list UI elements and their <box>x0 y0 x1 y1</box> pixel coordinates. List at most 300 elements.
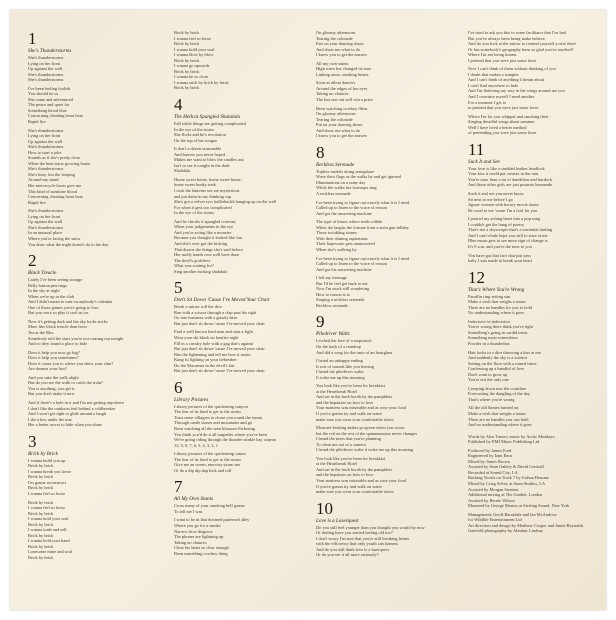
lyric-line: And got the answering machine <box>316 210 372 216</box>
lyric-line: Brick by brick <box>174 57 200 63</box>
lyric-line: I wanna feel so loose <box>174 35 212 41</box>
song-lyrics <box>28 55 156 247</box>
lyric-line: More like black treacle than brew <box>28 324 88 330</box>
lyric-line: The last one out will win a prize <box>316 97 373 103</box>
lyric-line: I wanna build you up <box>28 457 66 463</box>
lyric-line: Brick by brick <box>28 543 54 549</box>
lyric-line: I wanna hold your soul <box>174 46 215 52</box>
track-number: 6 <box>174 377 183 397</box>
lyric-line: Or do you see it all more seriously? <box>316 552 379 558</box>
lyric-line: There are no handles for you to hold <box>468 304 533 310</box>
song-title: Black Treacle <box>28 270 57 277</box>
lyric-line: Been watching all the seen blossom flickering <box>174 425 255 431</box>
lyric-line: Concerning cheating heart beat <box>28 113 83 119</box>
lyric-line: Isn't to see it tonight in the dark <box>174 162 230 168</box>
lyric-line: Lying on her front <box>28 60 61 66</box>
lyric-line: baby I was made to break your heart <box>468 258 533 264</box>
lyric-line: When she's walking by <box>316 246 357 252</box>
lyric-line: And she's ever got the kicking <box>174 240 228 246</box>
lyric-line: Run with a scissor through a clap past his right <box>174 309 257 315</box>
lyric-line: If you're gonna try and walk on water <box>316 483 383 489</box>
lyric-line: When the heat starts growing home <box>28 160 91 166</box>
lyric-line: And show me what to do <box>316 46 361 52</box>
lyric-line: Fair on your dancing shoes <box>316 41 364 47</box>
lyric-line: Where I'm for you whippet and smoking their <box>468 113 549 119</box>
lyric-line: Blue moon gets to see more sign of change is <box>468 238 548 244</box>
lyric-line: Does it help you now go big? <box>28 349 80 355</box>
credit-line: Assisted by Morgan Stratton <box>468 486 519 492</box>
lyric-line: The type of kisses where teeth collide <box>316 219 383 225</box>
lyric-line: Make a wish that weighs a tonne <box>468 410 526 416</box>
lyric-line: But just don't sit down 'cause I've moved your chair <box>174 320 265 326</box>
lyric-line: You're wrong there think you're right <box>468 324 533 330</box>
credit-line: Art direction and design by Matthew Cooper and Jamie Reynolds <box>468 522 584 528</box>
song-title: Reckless Serenade <box>316 161 355 168</box>
lyric-line: And I didn't mean to turn on anybody's calendar <box>28 299 113 305</box>
lyric-line: And do you still think love is a laserquest <box>316 546 389 552</box>
lyric-line: All my own stunts <box>316 60 349 66</box>
lyric-line: She's thunderstorms <box>28 55 64 60</box>
song-lyrics <box>468 166 596 264</box>
lyric-line: 12, 9, 8, 7, 6, 5, 4, 3, 2, 1 <box>174 442 218 448</box>
track-number: 3 <box>28 431 37 451</box>
song-lyrics <box>174 121 302 274</box>
lyric-line: I heard an unhappy ending <box>316 358 363 364</box>
lyric-line: And you're acting like a monster <box>174 229 232 235</box>
lyric-line: And he chrofts it spangled convent, <box>174 218 237 224</box>
lyric-line: Been watching cowboy films <box>316 105 368 111</box>
lyric-line: Illuminations on a rainy day <box>316 179 366 185</box>
lyric-line: She's thunderstorms <box>28 208 64 214</box>
lyric-line: Kung fu fighting on your tiebreaker <box>174 357 237 363</box>
lyric-line: Narrow slow disgrace <box>174 528 213 534</box>
lyric-line: She's got a velvet eye; ballerbackk hanging up on the wall <box>174 199 276 205</box>
lyric-line: And do you look at the mirror to remind yourself you're there <box>468 41 576 47</box>
lyric-line: at the Heartbreak Hotel <box>316 388 358 394</box>
lyric-line: I couldn't get the hang of poetry <box>468 221 525 227</box>
lyric-line: Lately I've been seeing strange <box>28 277 83 283</box>
lyric-line: Your kiss it could put creases in the rain <box>468 171 539 177</box>
lyric-line: I wanna break you loose <box>28 468 71 474</box>
lyric-line: Brick by brick <box>28 485 54 491</box>
lyric-line: Been something cowboy thing <box>174 550 228 556</box>
lyric-line: One of those games you're going to lose <box>28 304 99 310</box>
lyric-line: I left my message <box>316 275 348 281</box>
credit-line: Backing Vocals on Track 7 by Joshua Homme <box>468 475 549 481</box>
lyric-line: The peace and quiet for <box>28 102 70 108</box>
lyric-line: Taking no chances <box>316 91 349 97</box>
lyric-line: Put on your dancing shoes <box>316 122 363 128</box>
song-title: All My Own Stunts <box>174 496 214 503</box>
lyric-line: And no understanding where it goes <box>468 422 532 428</box>
lyric-line: I've been feeling foolish <box>28 85 71 91</box>
lyric-line: Around the edges of her eyes <box>316 85 368 91</box>
lyric-line: I know you to get the answer <box>316 52 367 58</box>
lyric-line: In an unusual place <box>28 230 63 236</box>
lyric-line: And those other girls are just postmix lemonade <box>468 182 553 188</box>
lyric-line: That's not a skyscraper that's a torrential darling <box>468 227 553 233</box>
lyric-line: In the eye of the storm <box>174 126 214 132</box>
lyric-line: You look like you've been for breakfast <box>316 455 386 461</box>
lyric-line: She's thunderstorms <box>28 127 64 133</box>
lyric-line: This kind of sunshine blood <box>28 188 78 194</box>
lyric-line: Make a wish that weighs a tonne <box>468 299 526 305</box>
lyric-line: She's thunderstorms <box>28 77 64 83</box>
credit-line: Assisted by Sean Oakley & David Cerritall <box>468 464 544 470</box>
song-title: Piledriver Waltz <box>316 331 350 338</box>
lyric-line: Are dreams your box? <box>28 366 68 372</box>
lyric-line: You draw what the night doesn't do to the day <box>28 241 109 247</box>
lyric-line: I wanna be so close <box>174 74 209 80</box>
lyric-line: All the old flames burned on <box>468 405 519 411</box>
lyric-line: She's thunderstorms <box>28 144 64 150</box>
lyric-line: Belly button piercings <box>28 282 68 288</box>
lyric-line: Brick by brick <box>28 521 54 527</box>
lyric-line: There are no handles you can hold <box>468 416 529 422</box>
lyric-line: Indecisive in indecision <box>468 318 510 324</box>
song-title: Love is a Laserquest <box>316 517 359 524</box>
song-block <box>174 30 302 91</box>
lyric-line: Confessing up a handful of love <box>468 366 525 372</box>
song-block <box>174 478 302 556</box>
credit-line: Gatefold photography by Alasdair Lindsay <box>468 528 544 534</box>
lyric-line: Bite the lightening and tell me how it tastes <box>174 351 251 357</box>
lyric-line: For a moment I get to <box>468 99 507 105</box>
lyric-sheet <box>10 10 606 610</box>
lyric-line: but the red on the rest of the quinanamotor never changes <box>316 430 417 436</box>
lyric-line: Brick by brick <box>174 85 200 91</box>
lyric-line: Taking no chances <box>174 539 207 545</box>
lyric-line: and the hepatizer on how to love <box>316 472 374 478</box>
song-lyrics <box>174 30 302 91</box>
lyric-line: How to start a joke <box>28 149 62 155</box>
column-2 <box>174 30 302 561</box>
track-number: 5 <box>174 278 183 298</box>
credit-line: Additional mixing at The Garden, London <box>468 492 543 498</box>
lyric-line: Or do a dip dip dap kick and roll <box>174 467 232 473</box>
lyric-line: You have got that face that just says <box>468 252 532 258</box>
lyric-line: of pretending you were just some lover <box>468 130 537 136</box>
credit-line: Published by EMI Music Publishing Ltd. <box>468 439 541 445</box>
lyric-line: I've been trying to figure out exactly what it is I need <box>316 199 410 205</box>
lyric-line: Lying on her front <box>28 133 61 139</box>
lyric-line: Brick by brick <box>28 555 54 561</box>
credit-line: Mixed by Craig Silvey at Sarm Studios, LA <box>468 481 546 486</box>
lyric-line: Jigsaw women with horsey movie shoes <box>468 202 539 208</box>
lyric-line: And show me what to do <box>316 127 361 133</box>
lyric-line: Lying on her front <box>28 213 61 219</box>
song-block <box>174 379 302 474</box>
track-number: 9 <box>316 312 325 332</box>
song-lyrics <box>316 169 444 309</box>
lyric-line: But you don't make it now <box>28 391 75 397</box>
lyric-line: Singing a reckless serenade <box>316 297 365 303</box>
lyric-line: Through castle stones and mountains and go <box>174 420 253 426</box>
lyric-line: Where you're facing the snow <box>28 235 81 241</box>
lyric-line: Now I can't think of them without thinking of you <box>468 66 556 72</box>
lyric-line: And got his answering machine <box>316 266 372 272</box>
lyric-line: Trust some villagers to chose you round the tomm <box>174 414 263 420</box>
lyric-line: That's where you're wrong <box>468 396 515 402</box>
lyric-line: to pretend that you were just some lover <box>468 105 539 111</box>
lyric-line: Rapid fire <box>28 199 46 205</box>
lyric-line: She flicks and he's revolution <box>174 132 226 138</box>
lyric-line: I can't find anywhere to hide <box>468 82 519 88</box>
lyric-line: I want to be in that doomed patterned alley <box>174 517 250 523</box>
lyric-line: Somebody told the stars you're not coming out tonight <box>28 335 124 341</box>
lyric-line: Brick by brick <box>28 510 54 516</box>
lyric-line: Tearing the colonade <box>316 35 353 41</box>
lyric-line: Sing another fucking shalalala <box>174 268 228 274</box>
lyric-line: And barrers you never hoped <box>174 151 226 157</box>
song-title: Don't Sit Down 'Cause I've Moved Your Chair <box>174 297 270 304</box>
song-lyrics <box>316 338 444 494</box>
lyric-line: Because you thought it looked like fun <box>174 235 243 241</box>
lyric-line: Her motorcycle boots give me <box>28 183 82 189</box>
lyric-line: Their hopescure gets unanswered <box>316 241 375 247</box>
lyric-line: I wanna blow by blow <box>174 52 214 58</box>
lyric-line: And I convince myself I need another <box>468 94 535 100</box>
lyric-line: I've been trying to figure out exactly what it is I need <box>316 255 410 261</box>
lyric-line: Sit next to me before I go <box>468 196 513 202</box>
lyric-line: at the Heartbreak Hotel <box>316 461 358 467</box>
track-number: 2 <box>28 251 37 271</box>
credit-line: for Wildlife Entertainment Ltd <box>468 517 522 523</box>
lyric-line: I know you to get the answer <box>316 133 367 139</box>
song-block <box>468 30 596 136</box>
song-block <box>316 313 444 494</box>
track-number: 4 <box>174 95 183 115</box>
lyric-line: On gloomy afternoons <box>316 111 356 117</box>
song-title: That's Where You're Wrong <box>468 286 525 293</box>
lyric-line: Powder in a thunderbus <box>468 340 510 346</box>
lyric-line: I pretend that you were just some lover <box>468 57 537 63</box>
lyric-line: Or has somebody's geography been so glad you've touched? <box>468 46 574 52</box>
lyric-line: For when it gets too complicated <box>174 204 232 210</box>
lyric-line: Up against the wall <box>28 66 63 72</box>
lyric-line: I wanna feel so loose <box>28 505 66 511</box>
lyric-line: You should be so <box>28 91 59 97</box>
lyric-line: And did a song for the taste of an hourglass <box>316 349 393 355</box>
track-number: 12 <box>468 267 485 287</box>
lyric-line: Up against the wall <box>28 138 63 144</box>
credit-line: Management: Geoff Barradale and Ian McAndrew <box>468 511 557 517</box>
lyric-line: I heard the piledriver waltz <box>316 369 364 375</box>
lyric-line: Called up to listen to the voice of reason <box>316 205 387 211</box>
song-lyrics <box>316 30 444 139</box>
lyric-line: Give me an ocean, mercury strum me <box>174 462 240 468</box>
lyric-line: She's thunderstorms <box>28 224 64 230</box>
lyric-line: I doubt that makes a sumpter <box>468 71 519 77</box>
lyric-line: Her molly hands rose well have done <box>174 252 240 258</box>
song-block <box>316 500 444 558</box>
lyric-line: Library pictures of the quickening canon <box>174 451 246 457</box>
lyric-line: I took the lanterns see are mysterious <box>174 188 240 194</box>
lyric-line: To clean me out of a camera <box>316 441 366 447</box>
lyric-line: Topless models doing semaphore <box>316 168 375 174</box>
credit-line: Recorded at Sound City, LA <box>468 469 518 475</box>
lyric-line: It's 9 a.m. and you're the next to you <box>468 243 532 249</box>
lyric-line: Home sweet home, home sweet home, <box>174 176 242 182</box>
lyric-line: Library pictures of the quickening canyon <box>174 403 248 409</box>
lyric-line: Like a key under the mat <box>28 416 72 422</box>
lyric-line: and the hepatizer on how to love <box>316 399 374 405</box>
lyric-line: And so they found a place to hide <box>28 341 88 347</box>
credit-line: Mastered by George Marino at Sterling Sound, New York <box>468 503 570 509</box>
lyric-line: I'm gonna reconstruct <box>28 479 67 485</box>
lyric-line: Your mattress was miserable and as wise your food <box>316 478 407 483</box>
lyric-line: On the back of a raindrop <box>316 343 361 349</box>
lyric-line: Fall while things are getting complicated <box>174 121 246 127</box>
lyric-line: Your mattress was miserable and as wise your food <box>316 405 407 411</box>
lyric-line: Now it's getting dark and the sky looks sticks <box>28 318 108 324</box>
song-lyrics <box>28 458 156 561</box>
track-number: 8 <box>316 142 325 162</box>
credit-line: Words by Alex Turner; music by Arctic Monkeys <box>468 433 555 439</box>
lyric-line: Go into business with a grizzly bear <box>174 315 238 321</box>
song-block <box>316 144 444 309</box>
lyric-line: Brick by brick <box>28 532 54 538</box>
lyric-line: I don't worry I'm sure that you're still breaking hearts <box>316 535 410 541</box>
column-3 <box>316 30 444 563</box>
song-lyrics <box>174 304 302 374</box>
lyric-line: Where I'm not being honest <box>468 52 517 58</box>
lyric-line: I wanna go upwards <box>174 63 210 69</box>
lyric-line: Brick by brick <box>28 474 54 480</box>
song-block <box>174 279 302 374</box>
lyric-line: Wear your ski black on bonfire night <box>174 334 239 340</box>
lyric-line: The fear of its kind to get to the storm <box>174 409 241 415</box>
lyric-line: I etched the face of a stopwatch <box>316 338 372 344</box>
column-1 <box>28 30 156 566</box>
lyric-line: make sure you wear your comfortable shoes <box>316 489 394 495</box>
lyric-line: She came and adventured <box>28 96 73 102</box>
lyric-line: Brick by brick <box>174 68 200 74</box>
lyric-line: In the sky at night <box>28 288 60 294</box>
lyric-line: Lonesome mine and soul <box>28 549 73 555</box>
lyric-line: But just don't sit down 'cause I've moved your chair <box>174 346 265 352</box>
lyric-line: On gloomy afternoons <box>316 30 356 35</box>
lyric-line: Fill in a cavalry hole with a gag that's against <box>174 340 254 346</box>
lyric-line: I heard the news that you're planning <box>316 436 381 442</box>
lyric-line: I wanna feel so loose <box>28 491 66 496</box>
lyric-line: When the laughs the fortune from a stein gun lullaby <box>316 224 409 230</box>
lyric-line: I poured my aching heart into a pop song <box>468 216 541 222</box>
song-title: The Hellcat Spangled Shalalala <box>174 114 241 121</box>
lyric-line: Brick by brick <box>174 41 200 47</box>
lyric-line: Find a well known hard man and start a fight <box>174 329 253 335</box>
lyric-line: When we're up in the club <box>28 293 75 299</box>
lyric-line: It don't a dozen seasonable <box>174 146 222 152</box>
lyric-line: Tea at the Ritz <box>28 329 54 335</box>
lyric-line: Don't want to grow up <box>468 371 508 377</box>
lyric-line: and put them in my thinking cap <box>174 193 232 199</box>
lyric-line: And you take the walk alight <box>28 374 79 380</box>
lyric-line: home sweet honky tonk <box>174 182 216 188</box>
lyric-line: Up against the wall <box>28 219 63 225</box>
lyric-line: I don't like the outdoors feel behind a coldbreaker <box>28 405 116 411</box>
lyric-line: Sounds as if she's pretty close <box>28 155 81 161</box>
song-title: Brick by Brick <box>28 450 58 457</box>
track-number: 10 <box>316 498 333 518</box>
lyric-line: That drawn she things she's said before <box>174 246 243 252</box>
lyric-line: Makes me want to blow the candles out <box>174 157 244 163</box>
song-lyrics <box>174 404 302 474</box>
credit-line: Produced by James Ford <box>468 447 512 453</box>
lyric-line: Now I'm stuck still wondering <box>316 286 370 292</box>
lyric-line: Her a better secret to hide when you shine <box>28 422 102 428</box>
lyric-line: And I can't think of anything I dream about <box>468 77 545 83</box>
lyric-line: While the walks her footsteps sing <box>316 185 377 191</box>
lyric-line: Paraffin ring setting sun <box>468 293 511 299</box>
lyric-line: with the efficiency that only youth can harness <box>316 541 398 547</box>
lyric-line: It woke me up this morning <box>316 374 365 380</box>
lyric-line: And sat in the back booth by the pamphlets <box>316 466 393 472</box>
song-title: Library Pictures <box>174 396 209 403</box>
lyric-line: You're not the only one <box>468 377 509 383</box>
lyric-line: And suddenly the sky is a science <box>468 355 528 361</box>
lyric-line: And I'm flattering my way in the wings around me you <box>468 88 565 94</box>
lyric-line: But do you see the walk or catch the train? <box>28 380 103 386</box>
lyric-line: But you've always been being make believe <box>468 35 545 41</box>
credit-line: Assisted by Bernie Wilson <box>468 497 515 503</box>
lyric-line: I wanna trade and sell <box>28 527 67 533</box>
lyric-line: You is anything, you get it <box>28 385 75 391</box>
lyric-line: But I'd be feel get back to me <box>316 280 368 286</box>
lyric-line: We're going riding through the thunder stinkle bay canyon <box>174 437 277 443</box>
lyric-line: To tell me I was <box>174 508 203 514</box>
credit-line: Mixed by James Brown <box>468 458 510 464</box>
lyric-line: Called up to listen to the voice of reason <box>316 261 387 267</box>
lyric-line: No understanding where it goes <box>468 310 524 316</box>
lyric-line: The fear of its kind to get to the storm <box>174 456 241 462</box>
lyric-line: I heard the piledriver waltz it woke me up this morning <box>316 447 414 453</box>
lyric-line: High roses but changed its tone <box>316 66 372 72</box>
lyric-line: Rapid fire <box>28 119 46 125</box>
lyric-line: Close his heart so clear enough <box>174 545 229 551</box>
lyric-line: A reckless serenade <box>316 191 351 197</box>
lyric-line: And sat in the back booth by the pamphlets <box>316 394 393 400</box>
lyric-line: Where you go for a smoke <box>174 523 221 528</box>
lyric-line: What was waiting for? <box>174 263 214 269</box>
lyric-line: Linking arms, smoking hearts <box>316 71 369 77</box>
lyric-line: You think you'd do it all tragedies where you've been <box>174 431 268 437</box>
lyric-line: But just don't sit down 'cause I've moved your chair <box>174 368 265 374</box>
song-lyrics <box>468 294 596 428</box>
credit-line: Engineered by Iann Enos <box>468 453 513 459</box>
lyric-line: make sure you wear your comfortable shoes <box>316 416 394 422</box>
lyric-line: Brick by brick <box>174 30 200 35</box>
lyric-line: Hair locks in a dice throwing a kiss at me <box>468 349 541 355</box>
lyric-line: When your judgements in the eye <box>174 224 234 230</box>
lyric-line: Around my stand <box>28 177 59 183</box>
song-lyrics <box>468 30 596 136</box>
lyric-line: Shalalala <box>174 168 191 174</box>
song-block <box>316 30 444 139</box>
song-title: Suck It and See <box>468 158 500 165</box>
lyric-line: In the eye of the storm <box>174 210 214 216</box>
lyric-line: But you were so play it cool as ice <box>28 310 89 316</box>
lyric-line: Be cruel to me 'cause I'm a fool for you <box>468 207 538 213</box>
lyric-line: Singing dreadful songs about summer <box>468 119 535 125</box>
lyric-line: Forecasting the dangling of the day <box>468 391 531 397</box>
lyric-line: Well I have lived a better method <box>468 124 527 130</box>
song-block <box>468 141 596 264</box>
track-number: 11 <box>468 139 485 159</box>
lyric-line: Concerning cheating heart beat <box>28 194 83 200</box>
lyric-line: And I can't elude hope you still to stare at me <box>468 232 548 238</box>
song-lyrics <box>174 503 302 556</box>
